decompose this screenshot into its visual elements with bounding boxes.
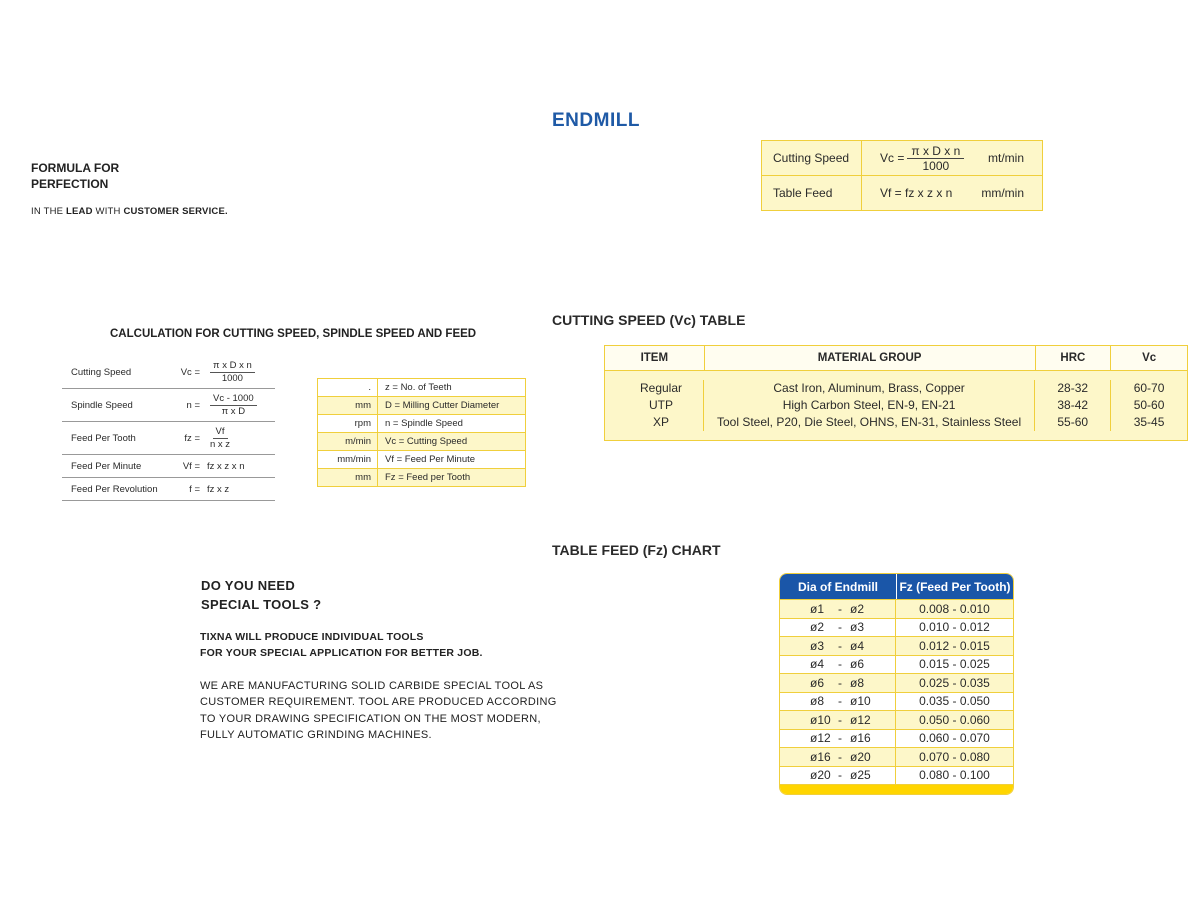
cell-vc: 35-45 — [1133, 415, 1165, 429]
feed-chart-rows — [780, 599, 1013, 784]
legend-desc: Vf = Feed Per Minute — [385, 454, 476, 465]
header-fz: Fz (Feed Per Tooth) — [899, 579, 1011, 594]
special-body-line: WE ARE MANUFACTURING SOLID CARBIDE SPECIAL TOOL AS — [200, 680, 544, 692]
calc-label: Feed Per Minute — [71, 460, 142, 472]
dia-to: ø16 — [850, 731, 871, 746]
table-row — [780, 599, 1013, 618]
calc-row — [62, 357, 275, 389]
header-vc: Vc — [1142, 352, 1157, 364]
table-row — [780, 729, 1013, 748]
dia-dash: - — [838, 657, 842, 672]
dia-dash: - — [838, 675, 842, 690]
dia-to: ø8 — [850, 675, 865, 690]
calc-row — [62, 389, 275, 422]
top-formula-label: Cutting Speed — [762, 141, 862, 175]
cell-material: Tool Steel, P20, Die Steel, OHNS, EN-31, Stainless Steel — [716, 415, 1022, 429]
fraction — [210, 393, 257, 418]
fraction-denominator: π x D — [221, 405, 246, 417]
dia-from: ø6 — [810, 675, 825, 690]
top-formula-label: Table Feed — [762, 176, 862, 210]
lead-pre: IN THE — [31, 206, 67, 217]
special-tools-heading — [201, 576, 321, 614]
table-row — [780, 766, 1013, 785]
header-material-group: MATERIAL GROUP — [705, 346, 1036, 370]
cell-fz: 0.015 - 0.025 — [919, 657, 990, 672]
header-hrc: HRC — [1036, 346, 1112, 370]
dia-dash: - — [838, 768, 842, 783]
cutting-speed-title: CUTTING SPEED (Vc) TABLE — [552, 312, 746, 328]
dia-from: ø16 — [810, 749, 831, 764]
calc-symbol: Vc = — [180, 367, 200, 378]
cell-dia — [780, 674, 896, 692]
special-title-2: SPECIAL TOOLS ? — [201, 597, 322, 612]
calc-value: fz x z — [207, 483, 230, 495]
lead-mid: WITH — [92, 206, 124, 217]
cell-item: UTP — [649, 398, 673, 412]
material-column — [704, 380, 1035, 431]
legend-row — [318, 450, 525, 468]
table-row — [780, 747, 1013, 766]
dia-to: ø10 — [850, 694, 871, 709]
cell-fz: 0.070 - 0.080 — [919, 749, 990, 764]
calc-label: Feed Per Revolution — [71, 483, 158, 495]
header-dia: Dia of Endmill — [780, 574, 897, 599]
cell-dia — [780, 656, 896, 674]
calculation-table — [62, 357, 275, 501]
cell-fz: 0.008 - 0.010 — [919, 601, 990, 616]
cell-fz: 0.012 - 0.015 — [919, 638, 990, 653]
calc-row — [62, 455, 275, 478]
fraction-numerator: π x D x n — [907, 144, 964, 159]
feed-chart-table — [779, 573, 1014, 795]
calc-value — [207, 389, 257, 421]
legend-unit: mm — [318, 469, 378, 486]
fraction-denominator: 1000 — [922, 158, 950, 173]
legend-unit: m/min — [318, 433, 378, 450]
dia-to: ø25 — [850, 768, 871, 783]
special-sub-1: TIXNA WILL PRODUCE INDIVIDUAL TOOLS — [200, 631, 424, 643]
table-body — [605, 371, 1187, 440]
top-formula-unit: mm/min — [981, 186, 1024, 200]
legend-desc: n = Spindle Speed — [385, 418, 463, 429]
formula-heading — [31, 160, 119, 192]
fraction-numerator: Vc - 1000 — [210, 393, 257, 406]
lead-tagline — [31, 206, 228, 217]
dia-from: ø20 — [810, 768, 831, 783]
calc-row — [62, 422, 275, 455]
vc-column — [1111, 380, 1187, 431]
cell-hrc: 38-42 — [1057, 398, 1089, 412]
table-row — [780, 618, 1013, 637]
top-formula-equation — [880, 141, 964, 175]
top-formula-equation: Vf = fz x z x n — [880, 186, 953, 200]
header-item: ITEM — [605, 346, 705, 370]
cell-hrc: 28-32 — [1057, 381, 1089, 395]
cell-material: Cast Iron, Aluminum, Brass, Copper — [773, 381, 965, 395]
dia-dash: - — [838, 694, 842, 709]
cell-dia — [780, 693, 896, 711]
special-sub-2: FOR YOUR SPECIAL APPLICATION FOR BETTER JOB. — [200, 647, 483, 659]
calc-symbol: f = — [189, 483, 200, 495]
special-title-1: DO YOU NEED — [201, 578, 296, 593]
item-column — [605, 380, 704, 431]
fraction-denominator: n x z — [210, 438, 231, 450]
calc-symbol: fz = — [184, 432, 200, 444]
top-formula-unit: mt/min — [988, 151, 1024, 165]
units-legend — [317, 378, 526, 487]
calc-label: Feed Per Tooth — [71, 432, 136, 444]
calculation-title: CALCULATION FOR CUTTING SPEED, SPINDLE SPEED AND FEED — [110, 328, 477, 340]
cell-fz: 0.010 - 0.012 — [919, 620, 990, 635]
legend-row — [318, 468, 525, 486]
fraction-numerator: Vf — [213, 426, 228, 439]
cell-fz: 0.035 - 0.050 — [919, 694, 990, 709]
dia-to: ø12 — [850, 712, 871, 727]
formula-line-1: FORMULA FOR — [31, 161, 120, 175]
calc-value — [207, 422, 230, 454]
feed-chart-header — [780, 574, 1013, 599]
feed-chart-footer-band — [780, 784, 1013, 794]
dia-from: ø10 — [810, 712, 831, 727]
table-row — [780, 636, 1013, 655]
dia-to: ø4 — [850, 638, 865, 653]
dia-to: ø3 — [850, 620, 865, 635]
cell-item: Regular — [639, 381, 683, 395]
fraction — [210, 426, 230, 451]
cell-dia — [780, 711, 896, 729]
top-formula-row — [762, 175, 1042, 210]
cell-material: High Carbon Steel, EN-9, EN-21 — [782, 398, 956, 412]
calc-label: Spindle Speed — [71, 399, 133, 411]
dia-from: ø3 — [810, 638, 825, 653]
formula-line-2: PERFECTION — [31, 177, 109, 191]
cell-item: XP — [652, 415, 669, 429]
legend-unit: mm/min — [318, 451, 378, 468]
legend-unit: . — [318, 379, 378, 396]
legend-desc: Vc = Cutting Speed — [385, 436, 468, 447]
fraction-denominator: 1000 — [221, 373, 243, 384]
cell-vc: 50-60 — [1133, 398, 1165, 412]
table-row — [780, 692, 1013, 711]
cell-dia — [780, 637, 896, 655]
table-header-row — [605, 346, 1187, 371]
calc-row — [62, 478, 275, 501]
table-row — [780, 710, 1013, 729]
cell-fz: 0.060 - 0.070 — [919, 731, 990, 746]
dia-from: ø1 — [810, 601, 825, 616]
legend-row — [318, 396, 525, 414]
hrc-column — [1035, 380, 1111, 431]
dia-dash: - — [838, 638, 842, 653]
dia-to: ø20 — [850, 749, 871, 764]
cutting-speed-table — [604, 345, 1188, 441]
cell-dia — [780, 730, 896, 748]
dia-to: ø6 — [850, 657, 865, 672]
cell-dia — [780, 600, 896, 618]
legend-row — [318, 414, 525, 432]
cell-dia — [780, 619, 896, 637]
special-body-line: FULLY AUTOMATIC GRINDING MACHINES. — [200, 728, 432, 741]
calc-symbol: Vf = — [182, 460, 200, 472]
cell-fz: 0.050 - 0.060 — [919, 712, 990, 727]
legend-desc: Fz = Feed per Tooth — [385, 472, 471, 483]
legend-row — [318, 379, 525, 396]
page-title: ENDMILL — [552, 110, 640, 131]
top-formula-box — [761, 140, 1043, 211]
special-body-line: CUSTOMER REQUIREMENT. TOOL ARE PRODUCED ACCORDING — [200, 696, 557, 709]
cell-vc: 60-70 — [1133, 381, 1165, 395]
lead-bold-2: CUSTOMER SERVICE. — [123, 206, 228, 217]
dia-from: ø12 — [810, 731, 831, 746]
cell-fz: 0.025 - 0.035 — [919, 675, 990, 690]
legend-unit: mm — [318, 397, 378, 414]
dia-dash: - — [838, 731, 842, 746]
legend-unit: rpm — [318, 415, 378, 432]
table-row — [780, 655, 1013, 674]
special-body-line: TO YOUR DRAWING SPECIFICATION ON THE MOST MODERN, — [200, 712, 541, 725]
dia-dash: - — [838, 601, 842, 616]
calc-label: Cutting Speed — [71, 367, 132, 378]
special-body — [200, 678, 580, 743]
fraction — [907, 144, 964, 173]
dia-dash: - — [838, 749, 842, 764]
lead-bold-1: LEAD — [66, 206, 93, 217]
legend-desc: z = No. of Teeth — [385, 382, 452, 393]
cell-hrc: 55-60 — [1057, 415, 1089, 429]
legend-row — [318, 432, 525, 450]
calc-value: fz x z x n — [207, 460, 245, 472]
table-row — [780, 673, 1013, 692]
legend-desc: D = Milling Cutter Diameter — [385, 400, 500, 411]
cell-fz: 0.080 - 0.100 — [919, 768, 990, 783]
dia-dash: - — [838, 712, 842, 727]
dia-to: ø2 — [850, 601, 865, 616]
top-formula-row — [762, 141, 1042, 175]
special-subheading — [200, 629, 483, 661]
fraction-numerator: π x D x n — [210, 360, 255, 373]
dia-from: ø8 — [810, 694, 825, 709]
cell-dia — [780, 767, 896, 785]
fraction — [210, 360, 255, 385]
cell-dia — [780, 748, 896, 766]
dia-from: ø2 — [810, 620, 825, 635]
calc-symbol: n = — [186, 399, 200, 411]
dia-from: ø4 — [810, 657, 825, 672]
top-formula-lhs: Vc = — [880, 151, 905, 165]
feed-chart-title: TABLE FEED (Fz) CHART — [552, 542, 721, 558]
dia-dash: - — [838, 620, 842, 635]
calc-value — [207, 357, 255, 388]
